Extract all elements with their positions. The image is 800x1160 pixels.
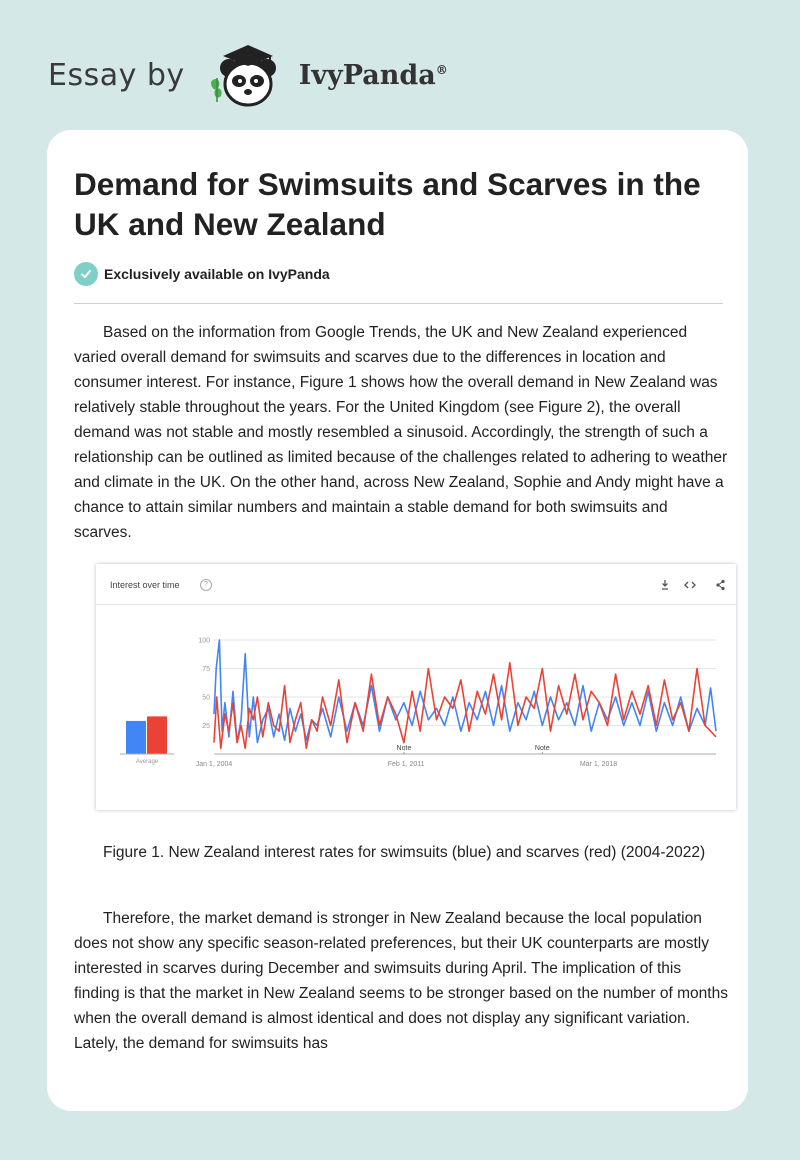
x-tick-label: Mar 1, 2018: [579, 761, 618, 768]
series-line-scarves: [214, 663, 716, 749]
figure-header: Interest over time: [110, 580, 180, 590]
trends-figure: [96, 564, 736, 810]
average-label: Average: [135, 759, 159, 765]
brand-name: IvyPanda®: [298, 59, 448, 91]
help-icon[interactable]: ?: [200, 579, 212, 591]
average-bar-scarves: [147, 716, 167, 754]
article-card: [47, 130, 748, 1111]
note-label: Note: [534, 745, 550, 752]
x-tick-label: Feb 1, 2011: [387, 761, 425, 768]
brand-prefix: Essay by: [48, 57, 185, 93]
paragraph-2: Therefore, the market demand is stronger in New Zealand because the local population does not show any specific season-related preferences, but their UK counterparts are mostly interested in scarves during December and swimsuits during April. The implication of this finding is that the market in New Zealand seems to be stronger based on the number of months when the overall demand is almost identical and does not display any significant variation. Lately, the demand for swimsuits has: [74, 910, 728, 1052]
panda-logo-icon: [203, 40, 293, 110]
exclusive-badge: [74, 262, 330, 286]
y-tick-label: 75: [202, 666, 210, 673]
article-title: Demand for Swimsuits and Scarves in the UK and New Zealand: [74, 166, 701, 242]
exclusive-text: Exclusively available on IvyPanda: [104, 266, 330, 282]
paragraph-1: Based on the information from Google Trends, the UK and New Zealand experienced varied overall demand for swimsuits and scarves due to the differences in location and consumer interest. For instance, Figure 1 shows how the overall demand in New Zealand was relatively stable throughout the years. For the United Kingdom (see Figure 2), the overall demand was not stable and mostly resembled a sinusoid. Accordingly, the strength of such a relationship can be outlined as limited because of the challenges related to adhering to weather and climate in the UK. On the other hand, across New Zealand, Sophie and Andy might have a chance to attain similar numbers and maintain a stable demand for both swimsuits and scarves.: [74, 324, 728, 541]
y-tick-label: 50: [202, 694, 210, 702]
figure-caption: Figure 1. New Zealand interest rates for swimsuits (blue) and scarves (red) (2004-2022): [103, 844, 706, 861]
y-tick-label: 100: [198, 637, 210, 645]
brand-header: [48, 40, 448, 110]
y-tick-label: 25: [202, 723, 210, 730]
average-bar-swimsuits: [126, 721, 146, 754]
x-tick-label: Jan 1, 2004: [195, 761, 233, 768]
note-label: Note: [396, 745, 412, 752]
check-icon: [74, 262, 98, 286]
divider: [74, 303, 723, 304]
trends-chart: [96, 564, 736, 810]
